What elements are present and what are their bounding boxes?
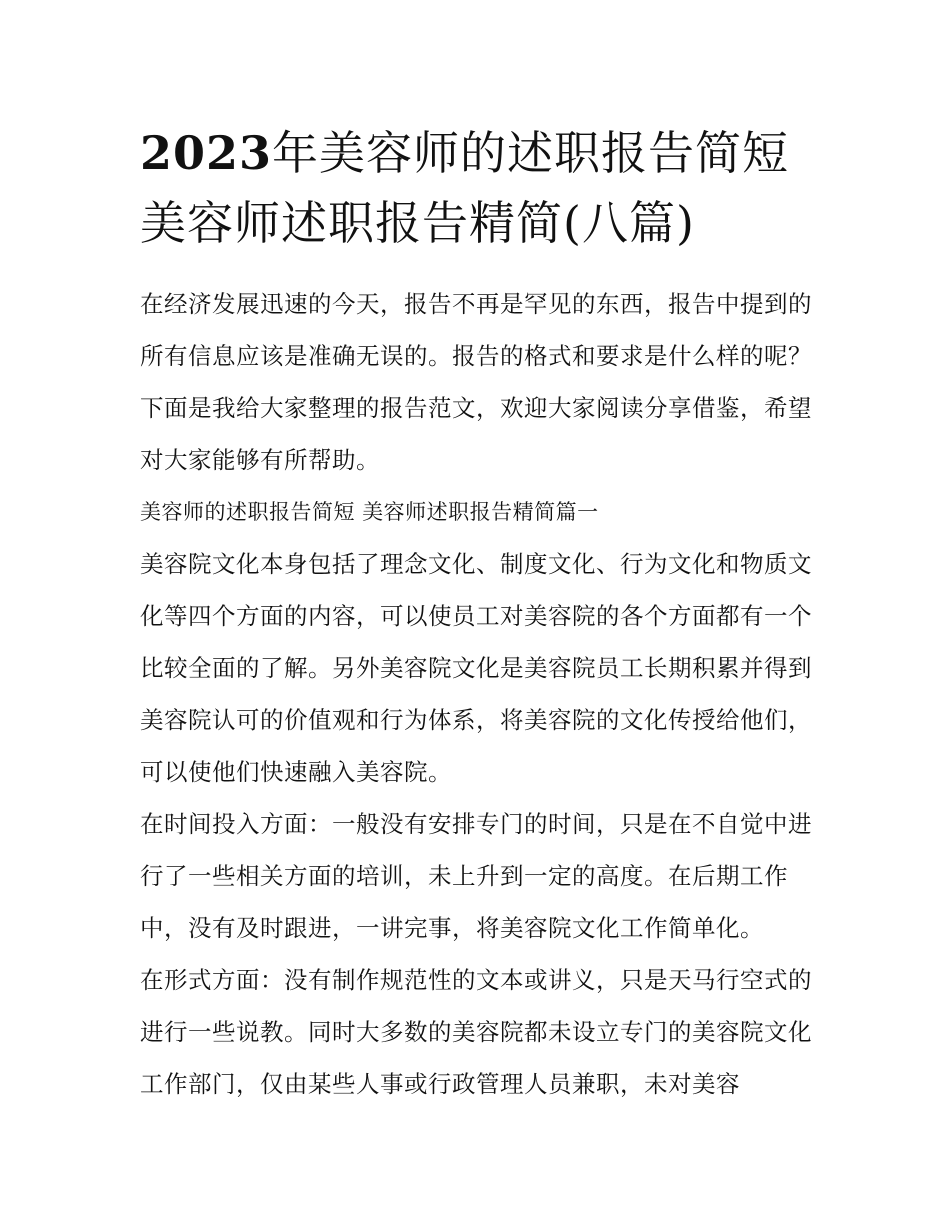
title-text: 年美容师的述职报告简短美容师述职报告精简(八篇) xyxy=(140,126,790,250)
intro-paragraph: 在经济发展迅速的今天，报告不再是罕见的东西，报告中提到的所有信息应该是准确无误的。报告的格式和要求是什么样的呢？下面是我给大家整理的报告范文，欢迎大家阅读分享借鉴，希望对大家能够有所帮助。 xyxy=(140,290,812,474)
page-title xyxy=(140,118,830,258)
document-body xyxy=(140,278,820,1110)
title-year: 2023 xyxy=(140,126,273,180)
body-paragraph: 在时间投入方面：一般没有安排专门的时间，只是在不自觉中进行了一些相关方面的培训，未上升到一定的高度。在后期工作中，没有及时跟进，一讲完事，将美容院文化工作简单化。 xyxy=(140,810,812,942)
section-heading: 美容师的述职报告简短 美容师述职报告精简篇一 xyxy=(140,500,599,524)
body-paragraph: 在形式方面：没有制作规范性的文本或讲义，只是天马行空式的进行一些说教。同时大多数的美容院都未设立专门的美容院文化工作部门，仅由某些人事或行政管理人员兼职，未对美容 xyxy=(140,966,812,1098)
body-paragraph: 美容院文化本身包括了理念文化、制度文化、行为文化和物质文化等四个方面的内容，可以使员工对美容院的各个方面都有一个比较全面的了解。另外美容院文化是美容院员工长期积累并得到美容院认可的价值观和行为体系，将美容院的文化传授给他们，可以使他们快速融入美容院。 xyxy=(140,550,812,786)
